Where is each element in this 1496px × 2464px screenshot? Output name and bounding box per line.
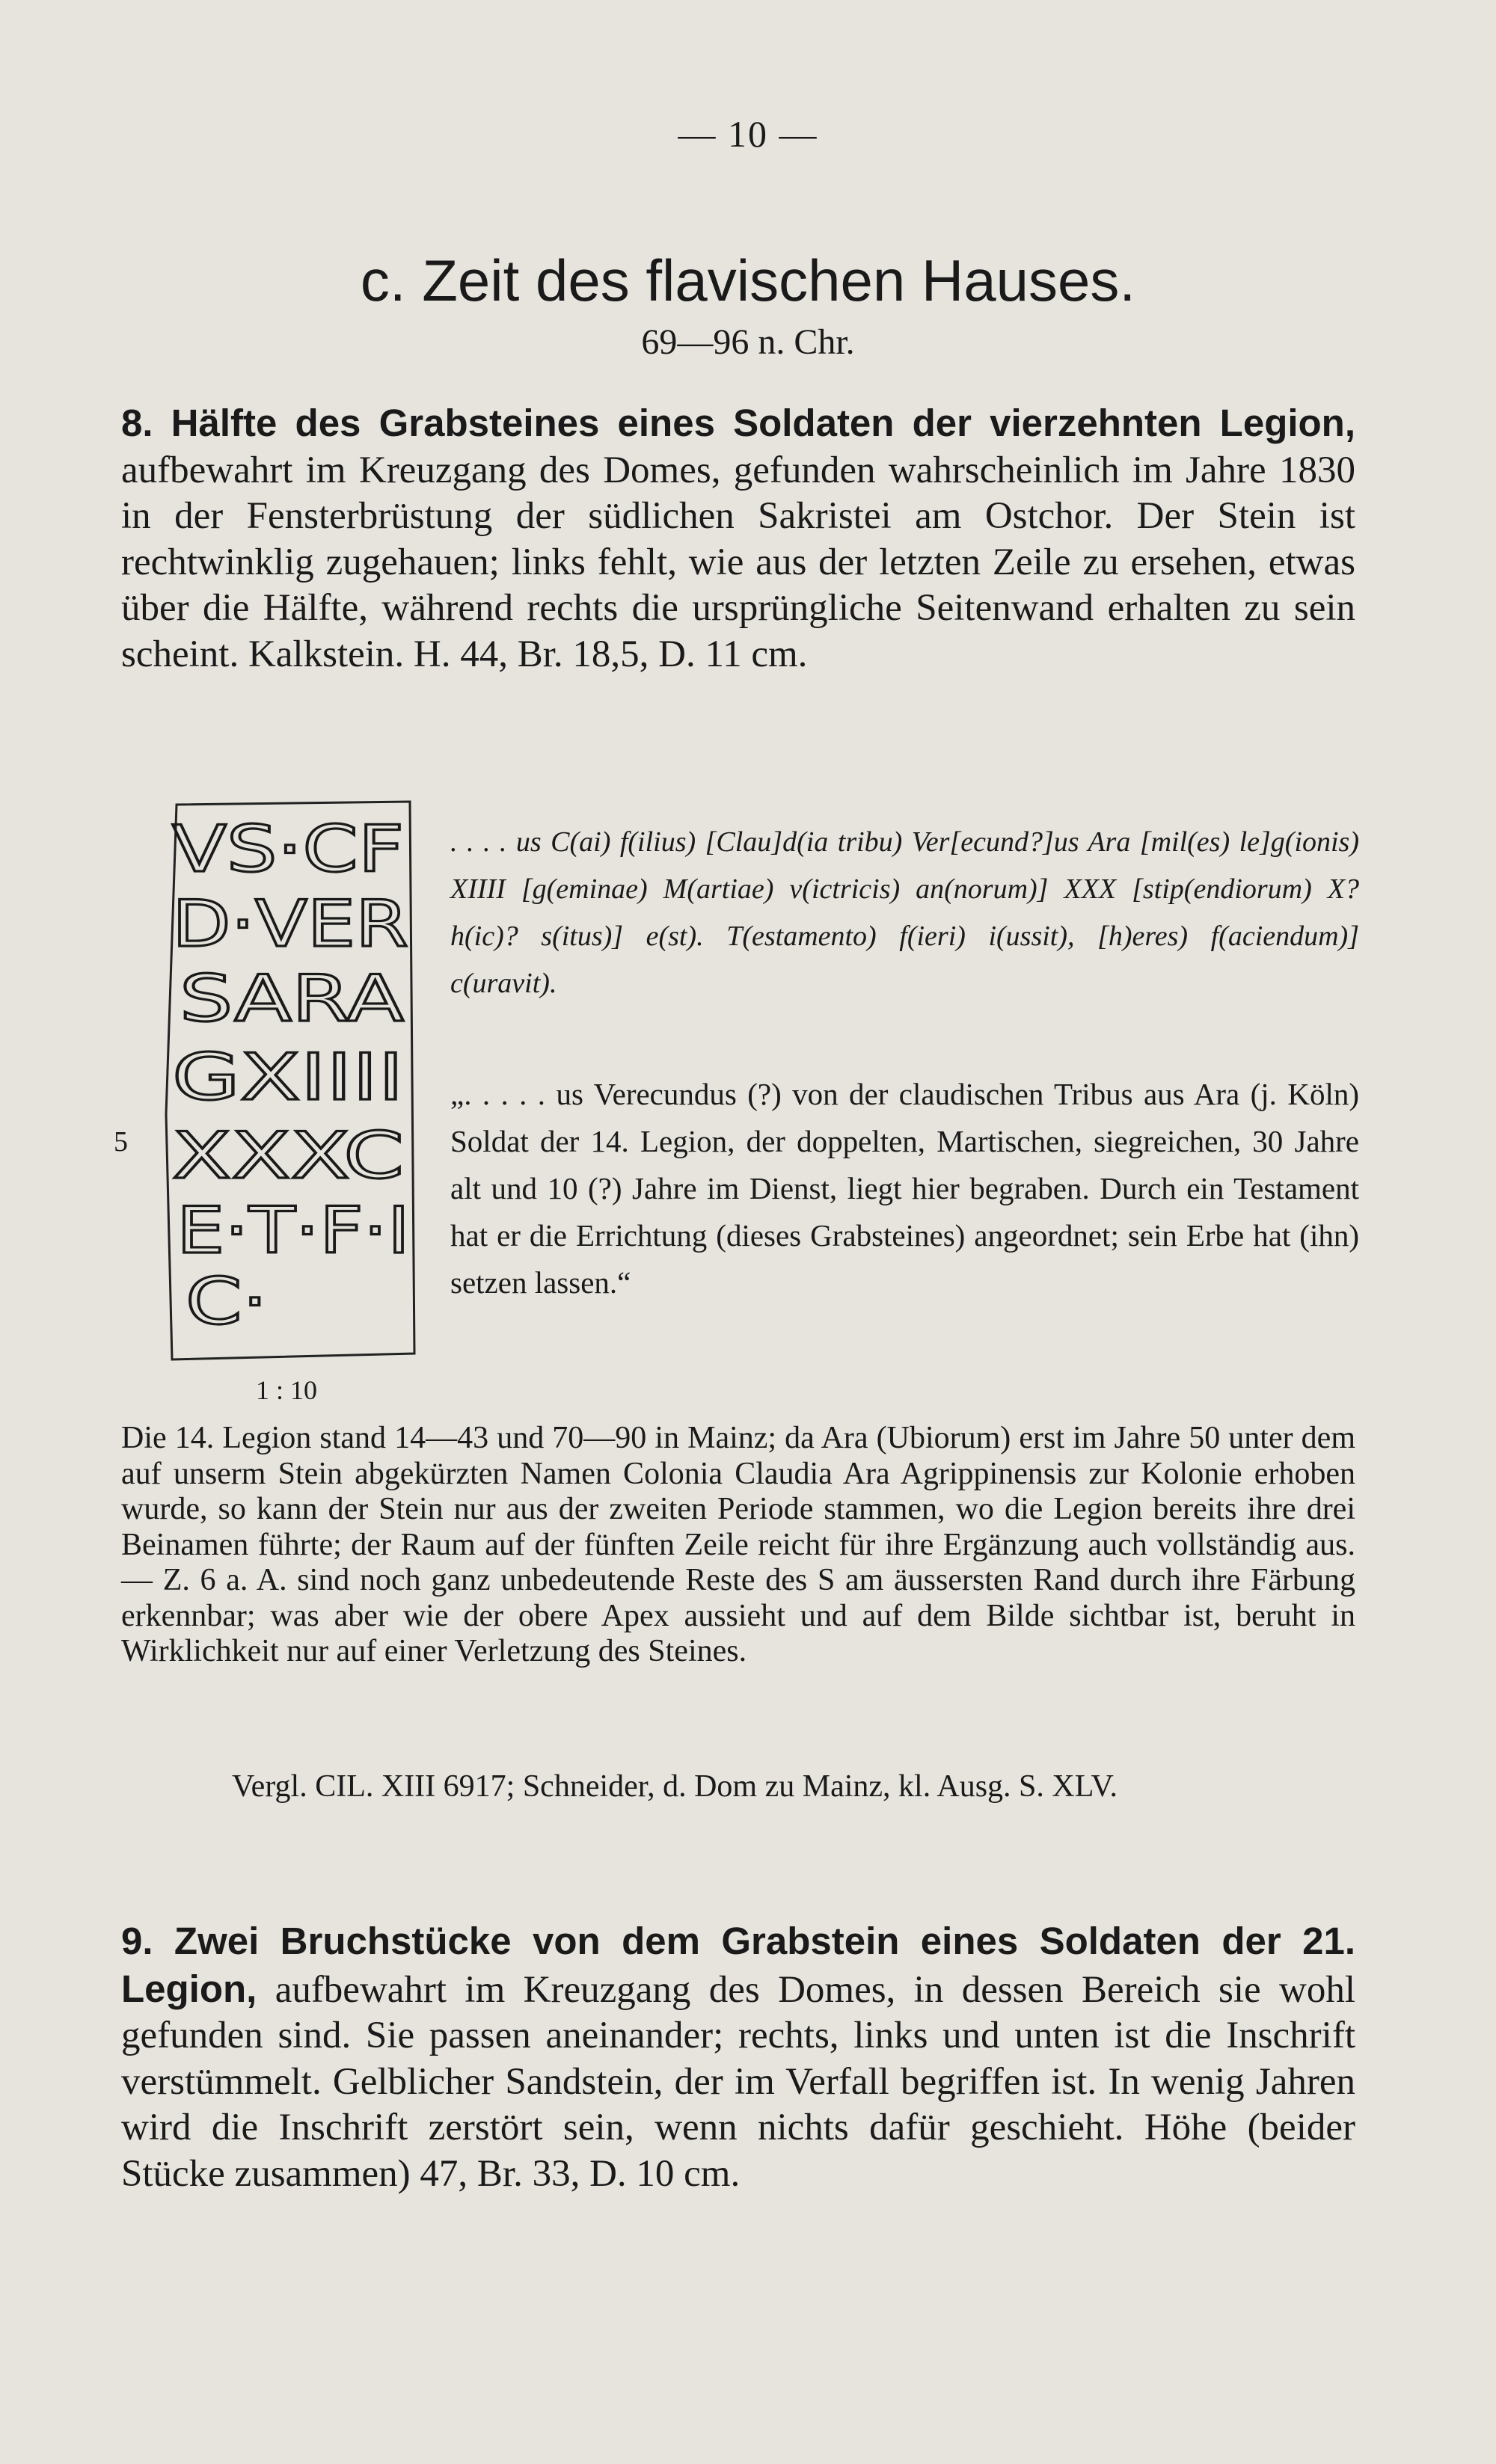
section-title: c. Zeit des flavischen Hauses. [360, 248, 1136, 313]
gravestone-drawing [163, 800, 417, 1365]
page-number: — 10 — [678, 113, 818, 155]
entry-8-text: aufbewahrt im Kreuzgang des Domes, gefunden wahrscheinlich im Jahre 1830 in der Fensterbrüstung der südlichen Sakristei am Ostchor. Der Stein ist rechtwinklig zugehauen; links fehlt, wie aus der letzten Zeile zu ersehen, etwas über die Hälfte, während rechts die ursprüngliche Seitenwand erhalten zu sein scheint. Kalkstein. H. 44, Br. 18,5, D. 11 cm. [121, 449, 1355, 675]
entry-8-commentary: Die 14. Legion stand 14—43 und 70—90 in Mainz; da Ara (Ubiorum) erst im Jahre 50 unter dem auf unserm Stein abgekürzten Namen Colonia Claudia Ara Agrippinensis zur Kolonie erhoben wurde, so kann der Stein nur aus der zweiten Periode stammen, wo die Legion bereits ihre drei Beinamen führte; der Raum auf der fünften Zeile reicht für ihre Ergänzung auch vollständig aus. — Z. 6 a. A. sind noch ganz unbedeutende Reste des S am äussersten Rand durch ihre Färbung erkennbar; was aber wie der obere Apex aussieht und auf dem Bilde sichtbar ist, beruht in Wirklichkeit nur auf einer Verletzung des Steines. [121, 1421, 1355, 1668]
entry-8-description [121, 400, 1355, 678]
entry-8-reference: Vergl. CIL. XIII 6917; Schneider, d. Dom zu Mainz, kl. Ausg. S. XLV. [232, 1769, 1118, 1804]
inscription-line-3: SARA [180, 962, 405, 1036]
inscription-line-2: D·VER [172, 887, 408, 962]
line-marker: 5 [114, 1126, 128, 1158]
inscription-line-1: VS·CF [172, 812, 404, 887]
entry-9-heading: 9. Zwei Bruchstücke von dem Grabstein eines Soldaten der 21. Legion, [121, 1920, 1355, 2010]
latin-transcription: . . . . us C(ai) f(ilius) [Clau]d(ia tribu) Ver[ecund?]us Ara [mil(es) le]g(ionis) XIIII [g(eminae) M(artiae) v(ictricis) an(norum)] XXX [stip(endiorum) X? h(ic)? s(itus)] e(st). T(estamento) f(ieri) i(ussit), [h)eres) f(aciendum)] c(uravit). [450, 826, 1359, 999]
scale-label: 1 : 10 [256, 1375, 318, 1405]
entry-9-text: aufbewahrt im Kreuzgang des Domes, in dessen Bereich sie wohl gefunden sind. Sie passen aneinander; rechts, links und unten ist die Inschrift verstümmelt. Gelblicher Sandstein, der im Verfall begriffen ist. In wenig Jahren wird die Inschrift zerstört sein, wenn nichts dafür geschieht. Höhe (beider Stücke zusammen) 47, Br. 33, D. 10 cm. [121, 1968, 1355, 2195]
inscription-line-7: C· [186, 1265, 268, 1339]
entry-8-heading: 8. Hälfte des Grabsteines eines Soldaten der vierzehnten Legion, [121, 402, 1355, 444]
entry-9-description [121, 1918, 1355, 2197]
section-date: 69—96 n. Chr. [641, 322, 855, 362]
german-translation: „. . . . . us Verecundus (?) von der claudischen Tribus aus Ara (j. Köln) Soldat der 14. Legion, der doppelten, Martischen, siegreichen, 30 Jahre alt und 10 (?) Jahre im Dienst, liegt hier begraben. Durch ein Testament hat er die Errichtung (dieses Grabsteines) angeordnet; sein Erbe hat (ihn) setzen lassen.“ [450, 1077, 1359, 1300]
inscription-line-6: E·T·F·I [177, 1193, 410, 1268]
inscription-line-4: GXIIII [172, 1040, 404, 1115]
inscription-line-5: XXXC [172, 1119, 404, 1193]
